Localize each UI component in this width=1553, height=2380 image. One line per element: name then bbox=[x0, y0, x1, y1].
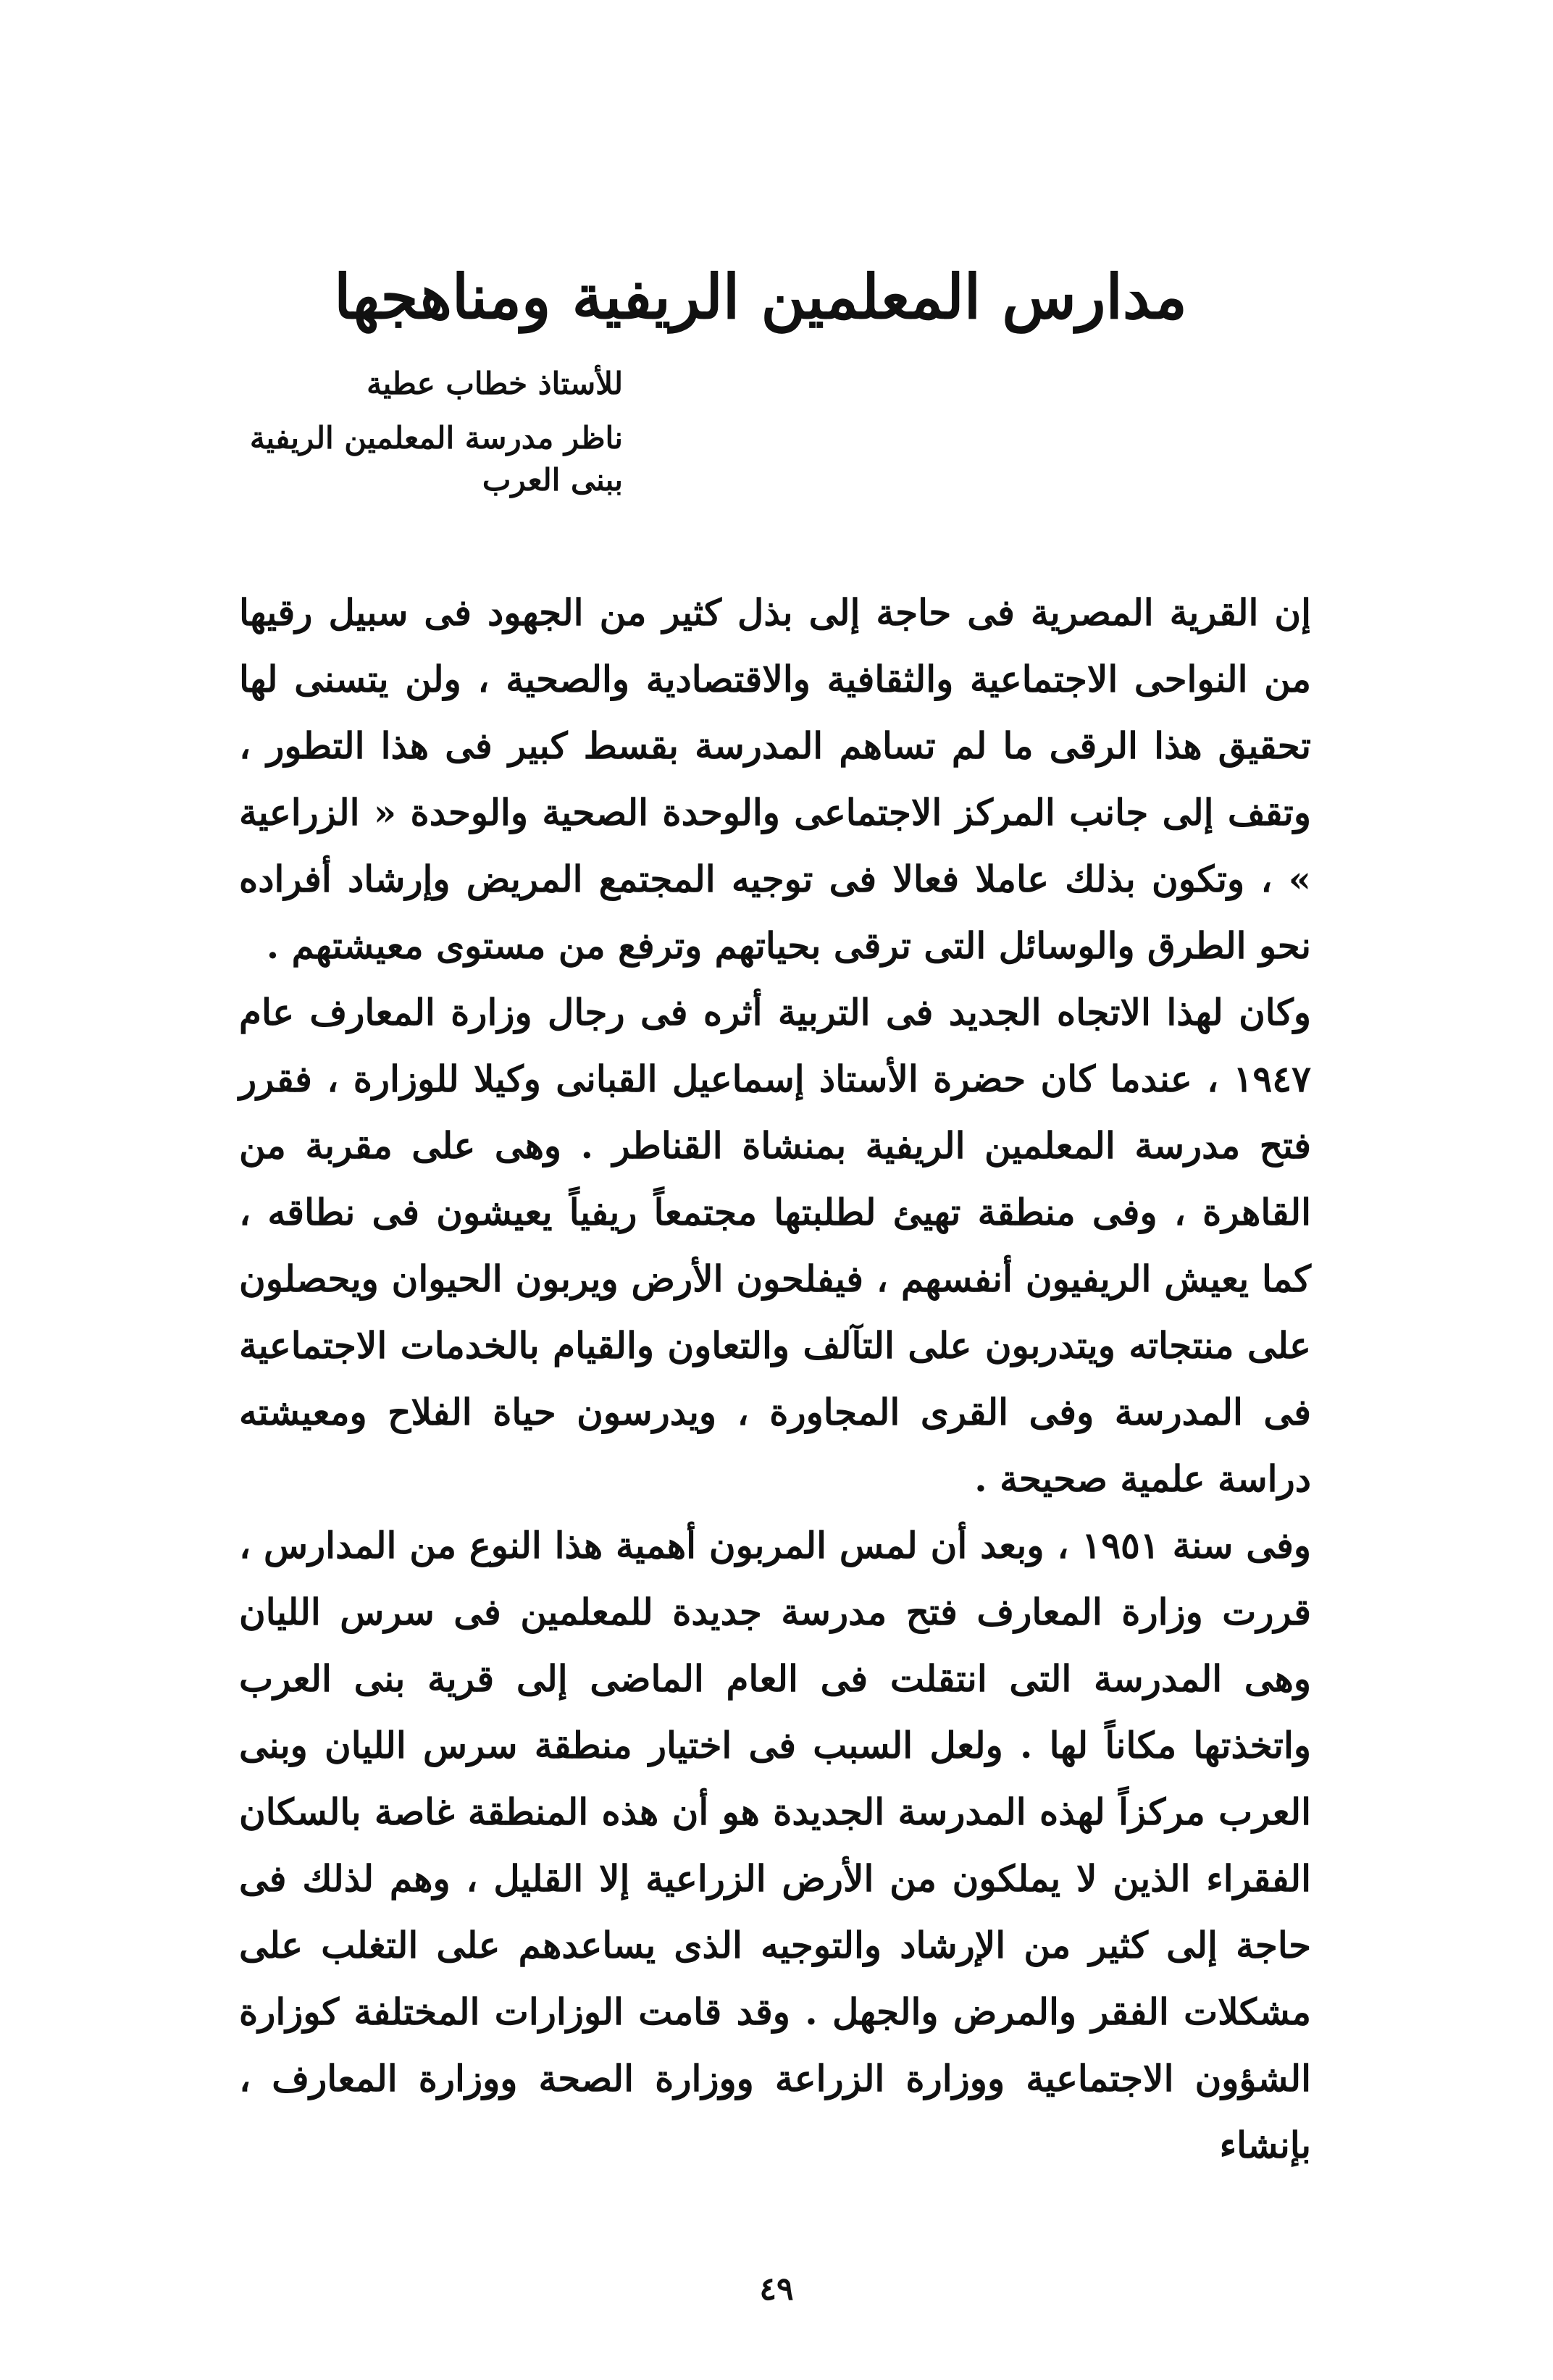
page-number: ٤٩ bbox=[759, 2271, 794, 2308]
paragraph-2: وكان لهذا الاتجاه الجديد فى التربية أثره فى رجال وزارة المعارف عام ١٩٤٧ ، عندما كان حضرة الأستاذ إسماعيل القبانى وكيلا للوزارة ، فقرر فتح مدرسة المعلمين الريفية بمنشاة القناطر . وهى على مقربة من القاهرة ، وفى منطقة تهيئ لطلبتها مجتمعاً ريفياً يعيشون فى نطاقه ، كما يعيش الريفيون أنفسهم ، فيفلحون الأرض ويربون الحيوان ويحصلون على منتجاته ويتدربون على التآلف والتعاون والقيام بالخدمات الاجتماعية فى المدرسة وفى القرى المجاورة ، ويدرسون حياة الفلاح ومعيشته دراسة علمية صحيحة . bbox=[239, 991, 1311, 1500]
byline bbox=[217, 363, 623, 502]
paragraph-1: إن القرية المصرية فى حاجة إلى بذل كثير من الجهود فى سبيل رقيها من النواحى الاجتماعية والثقافية والاقتصادية والصحية ، ولن يتسنى لها تحقيق هذا الرقى ما لم تساهم المدرسة بقسط كبير فى هذا التطور ، وتقف إلى جانب المركز الاجتماعى والوحدة الصحية والوحدة « الزراعية » ، وتكون بذلك عاملا فعالا فى توجيه المجتمع المريض وإرشاد أفراده نحو الطرق والوسائل التى ترقى بحياتهم وترفع من مستوى معيشتهم . bbox=[239, 591, 1311, 967]
article-title: مدارس المعلمين الريفية ومناهجها bbox=[334, 261, 1187, 332]
article-body bbox=[239, 579, 1311, 2179]
author-affiliation: ناظر مدرسة المعلمين الريفية ببنى العرب bbox=[249, 419, 623, 498]
author-name: للأستاذ خطاب عطية bbox=[367, 365, 623, 401]
paragraph-3: وفى سنة ١٩٥١ ، وبعد أن لمس المربون أهمية هذا النوع من المدارس ، قررت وزارة المعارف فتح مدرسة جديدة للمعلمين فى سرس الليان وهى المدرسة التى انتقلت فى العام الماضى إلى قرية بنى العرب واتخذتها مكاناً لها . ولعل السبب فى اختيار منطقة سرس الليان وبنى العرب مركزاً لهذه المدرسة الجديدة هو أن هذه المنطقة غاصة بالسكان الفقراء الذين لا يملكون من الأرض الزراعية إلا القليل ، وهم لذلك فى حاجة إلى كثير من الإرشاد والتوجيه الذى يساعدهم على التغلب على مشكلات الفقر والمرض والجهل . وقد قامت الوزارات المختلفة كوزارة الشؤون الاجتماعية ووزارة الزراعة ووزارة الصحة ووزارة المعارف ، بإنشاء bbox=[239, 1524, 1311, 2166]
article-header bbox=[217, 261, 1304, 502]
